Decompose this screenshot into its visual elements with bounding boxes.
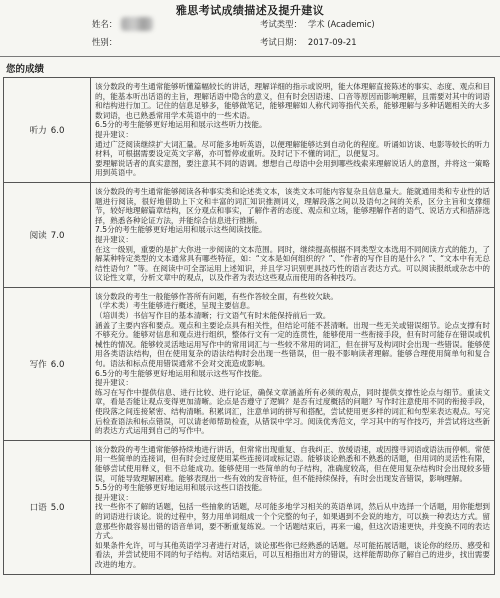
description-paragraph: 该分数段的考生通常能够阅读各种事实类和论述类文本，该类文本可能内容复杂且信息量大。能就通用类和专业性的话题进行阅读，很好地借助上下文和丰富的词汇知识推测词义，理解段落之间以及语句之间的关系，区分主旨和支撑细节，较好地理解篇章结构，区分观点和事实，了解作者的态度、观点和立场，能够理解作者的语气、说话方式和措辞选择，熟悉各种论证方法，并能综合信息进行推断。 bbox=[95, 186, 490, 225]
test-date-label: 考试日期： bbox=[260, 37, 302, 47]
test-type-value: 学术 (Academic) bbox=[307, 19, 375, 29]
description-paragraph: （培训类）书信写作目的基本清晰；行文语气有时未能保持前后一致。 bbox=[95, 311, 331, 321]
suggestion-paragraph: 找一些你不了解的话题，包括一些抽象的话题，尽可能多地学习相关的英语单词，然后从中选择一个话题，用你能想到的词语进行谈论。说的过程中，努力用单词组成一个个完整的句子，如果遇到不会说的地方，可以换一种表达方式。留意那些你最容易出错的语音单词，要不断重复练说。一个话题结束后，再来一遍，但这次语速更快，并变换不同的表达方式。 bbox=[95, 502, 490, 541]
band-score: 6.0 bbox=[50, 359, 65, 370]
candidate-info-left bbox=[92, 19, 117, 55]
score-label-writing bbox=[4, 287, 91, 440]
description-paragraph: 该分数段的考生通常能够持续地进行讲话，但常常出现重复、自我纠正、放缓语速，或因搜寻词语或语法而停顿。常使用一些简单的连接词，但有时会过度使用某些连接词或标记语。能够谈论熟悉和不熟悉的话题，但用词的灵活性有限，能够尝试使用释义，但不总能成功。能够使用一些简单的句子结构，准确度较高，但在使用复杂结构时会出现较多错误，可能导致理解困难。能够表现出一些有效的发音特征，但不能持续保持，有时会出现发音错误，影响理解。 bbox=[95, 444, 490, 483]
skill-name: 阅读 bbox=[29, 230, 47, 241]
band-score: 5.0 bbox=[50, 503, 65, 514]
name-label: 姓名： bbox=[92, 19, 118, 29]
skill-name: 写作 bbox=[29, 359, 47, 370]
suggestion-label: 提升建议： bbox=[95, 378, 133, 388]
score-row-writing bbox=[4, 287, 495, 440]
score-label-listening bbox=[4, 78, 91, 183]
description-paragraph: 5.5分的考生能够更好地运用和展示这些口语技能。 bbox=[95, 483, 267, 493]
suggestion-label: 提升建议： bbox=[95, 129, 133, 139]
description-paragraph: 涵盖了主要内容和要点。观点和主要论点具有相关性，但结论可能不甚清晰。出现一些无关或错误细节。论点支撑有时不够充分。能够对信息和观点进行组织，整体行文有一定的连贯性，能够使用一些衔接手段，但有时可能存在错误或机械性的情况。能够较灵活地运用写作中的常用词汇与一些较不常用的词汇，但在拼写及构词时会出现一些错误。能够使用各类语法结构，但在使用复杂的语法结构时会出现一些错误，但一般不影响读者理解。能够合理使用简单句和复合句。语法和标点使用错误通常不会对交流造成影响。 bbox=[95, 320, 490, 369]
gender-label: 性别： bbox=[92, 37, 118, 47]
score-detail-speaking bbox=[91, 440, 495, 574]
score-label-reading bbox=[4, 182, 91, 287]
suggestion-paragraph: 练习在写作中提供信息、进行比较、进行论证，确保文章涵盖所有必须的观点，同时提供支撑性论点与细节。重读文章，看是否能让观点变得更加清晰。论点是否遵守了逻辑？是否有过度概括的问题？写作时注意使用不同的衔接手段，使段落之间连接紧密、结构清晰。积累词汇，注意单词的拼写和搭配，尝试使用更多样的词汇和句型来表达观点。写完后检查语法和标点错误，可以请老师帮助检查，从错误中学习。阅读优秀范文，学习其中的写作技巧，并尝试将这些新的表达方式运用到自己的写作中。 bbox=[95, 387, 490, 436]
description-paragraph: 该分数段的考生一般能够作答所有问题，有些作答较全面，有些较欠缺。 bbox=[95, 291, 338, 301]
suggestion-paragraph: 要理解说话者的真实意图，要注意其不同的语调。想想自己母语中会用到哪些线索来理解说话人的意图，并将这一策略用到英语中。 bbox=[95, 158, 490, 178]
name-row bbox=[92, 19, 117, 37]
description-paragraph: （学术类）考生能够进行概述，呈现主要信息。 bbox=[95, 301, 255, 311]
suggestion-paragraph: 在这一级别，重要的是扩大你进一步阅读的文本范围。同时，继续提高根据不同类型文本选用不同阅读方式的能力，了解某种特定类型的文本通常具有哪些特征，如：“文本是如何组织的？”、“作者的写作目的是什么？”、“文本中有无总结性语句？”等。在阅读中可全部运用上述知识，并且学习识别更具技巧性的语言表达方式。可以阅读报纸或杂志中的议论性文章，分析文章中的观点，以及作者为表达这些观点而使用的各种技巧。 bbox=[95, 244, 490, 283]
description-paragraph: 7.5分的考生能够更好地运用和展示这些阅读技能。 bbox=[95, 225, 267, 235]
description-paragraph: 该分数段的考生通常能够听懂篇幅较长的讲话，理解详细的指示或说明，能大体理解直接陈述的事实、态度、观点和目的，能基本听出话语的主旨，理解话语中隐含的意义，但有时会因语速、口音等原因而影响理解，且需要对其中的词语和结构进行加工。记住的信息足够多，能够做笔记，能够理解如人称代词等指代关系，能够理解与多种话题相关的大多数词语，也已熟悉常用学术英语中的一些术语。 bbox=[95, 82, 490, 120]
score-label-speaking bbox=[4, 440, 91, 574]
suggestion-label: 提升建议： bbox=[95, 492, 133, 502]
header-divider bbox=[0, 56, 500, 57]
test-type-row bbox=[260, 19, 375, 37]
score-table bbox=[3, 77, 495, 575]
test-type-label: 考试类型： bbox=[260, 19, 302, 29]
score-row-reading bbox=[4, 182, 495, 287]
test-date-row bbox=[260, 37, 375, 55]
band-score: 6.0 bbox=[50, 125, 65, 136]
skill-name: 口语 bbox=[29, 503, 47, 514]
score-row-listening bbox=[4, 78, 495, 183]
section-heading: 您的成绩 bbox=[6, 64, 45, 75]
band-score: 7.0 bbox=[50, 230, 65, 241]
test-date-value: 2017-09-21 bbox=[307, 37, 357, 47]
skill-name: 听力 bbox=[29, 125, 47, 136]
description-paragraph: 6.5分的考生能够更好地运用和展示这些听力技能。 bbox=[95, 120, 267, 130]
suggestion-paragraph: 通过广泛阅读继续扩大词汇量。尽可能多地听英语，以便理解能够达到自动化的程度。听诵如访谈、电影等较长的听力材料，可根据需要设定英文字幕，亦可暂停或重听。及时记下不懂的词汇，以便复习。 bbox=[95, 139, 490, 159]
redacted-name bbox=[121, 17, 153, 31]
candidate-info-right bbox=[260, 19, 375, 55]
score-detail-writing bbox=[91, 287, 495, 440]
score-detail-reading bbox=[91, 182, 495, 287]
suggestion-label: 提升建议： bbox=[95, 234, 133, 244]
suggestion-paragraph: 如果条件允许，可与其他英语学习者进行对话，谈论那些你已经熟悉的话题。尽可能拓展话题，谈论你的经历、感受和看法，并尝试使用不同的句子结构。对话结束后，可以互相指出对方的错误，这样能帮助你了解自己的进步，找出需要改进的地方。 bbox=[95, 540, 490, 569]
score-detail-listening bbox=[91, 78, 495, 183]
description-paragraph: 6.5分的考生能够更好地运用和展示这些写作技能。 bbox=[95, 368, 267, 378]
document-title: 雅思考试成绩描述及提升建议 bbox=[175, 4, 325, 17]
gender-row bbox=[92, 37, 117, 55]
score-row-speaking bbox=[4, 440, 495, 574]
